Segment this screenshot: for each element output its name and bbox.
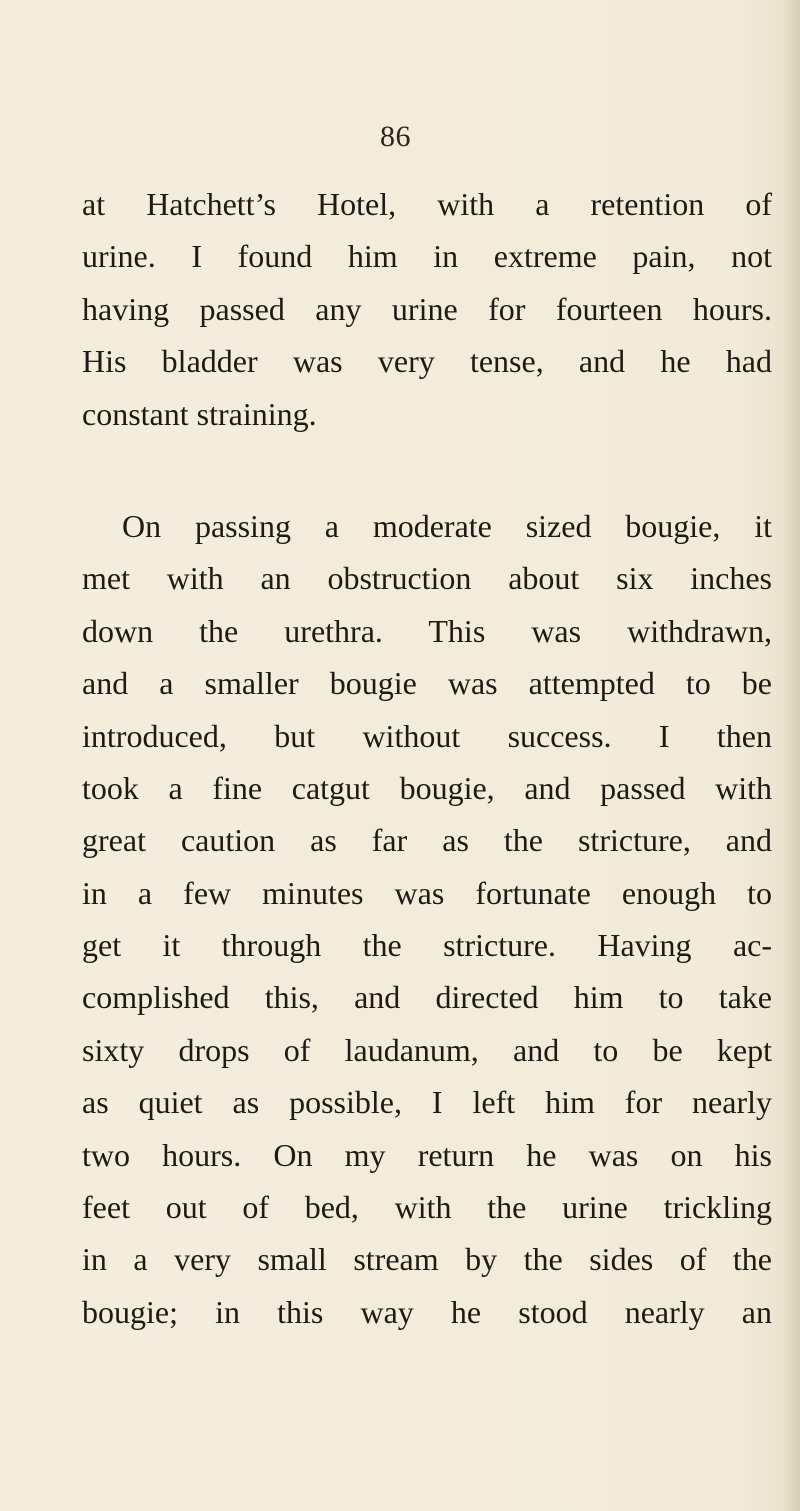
text-line: constant straining. <box>82 395 317 432</box>
text-line: having passed any urine for fourteen hours. <box>82 290 772 327</box>
page-number: 86 <box>380 120 411 153</box>
text-line: complished this, and directed him to take <box>82 979 772 1016</box>
text-line: urine. I found him in extreme pain, not <box>82 238 772 275</box>
paragraph-1 <box>82 178 772 440</box>
text-line: On passing a moderate sized bougie, it <box>122 507 772 544</box>
paragraph-gap <box>82 440 772 500</box>
text-line: in a few minutes was fortunate enough to <box>82 874 772 911</box>
text-line: introduced, but without success. I then <box>82 717 772 754</box>
text-line: as quiet as possible, I left him for nearly <box>82 1084 772 1121</box>
text-line: down the urethra. This was withdrawn, <box>82 612 772 649</box>
text-line: great caution as far as the stricture, and <box>82 822 772 859</box>
text-line: two hours. On my return he was on his <box>82 1136 772 1173</box>
page-edge-shadow <box>782 0 800 1511</box>
text-line: bougie; in this way he stood nearly an <box>82 1293 772 1330</box>
text-line: in a very small stream by the sides of the <box>82 1241 772 1278</box>
text-line: at Hatchett’s Hotel, with a retention of <box>82 186 772 222</box>
text-line: met with an obstruction about six inches <box>82 560 772 597</box>
body-text <box>82 178 772 1338</box>
text-line: took a fine catgut bougie, and passed with <box>82 769 772 806</box>
text-line: feet out of bed, with the urine trickling <box>82 1189 772 1226</box>
text-line: get it through the stricture. Having ac- <box>82 927 772 964</box>
text-line: His bladder was very tense, and he had <box>82 343 772 380</box>
text-line: and a smaller bougie was attempted to be <box>82 665 772 702</box>
text-line: sixty drops of laudanum, and to be kept <box>82 1031 772 1068</box>
paragraph-2 <box>82 500 772 1338</box>
